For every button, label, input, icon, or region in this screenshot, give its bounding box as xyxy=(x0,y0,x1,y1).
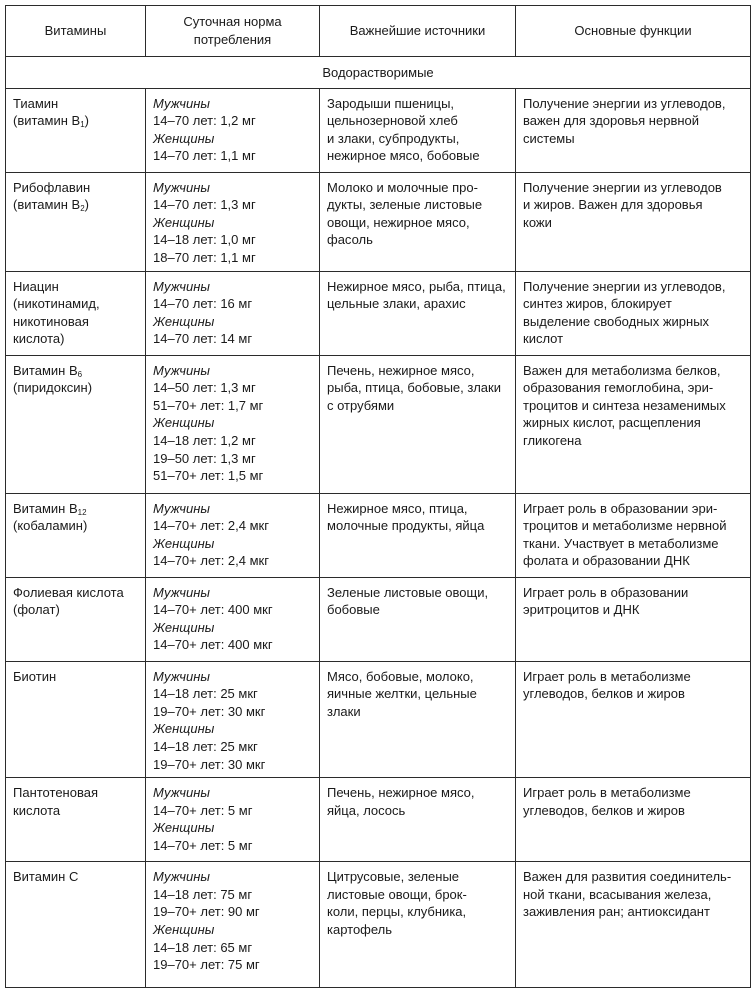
function-line: троцитов и синтеза незаменимых xyxy=(523,397,726,413)
vitamin-name: Ниацин xyxy=(13,278,59,294)
functions-cell xyxy=(516,493,751,577)
function-line: важен для здоровья нервной xyxy=(523,113,700,129)
functions-cell xyxy=(516,355,751,493)
sources-cell xyxy=(320,778,516,862)
function-line: троцитов и метаболизме нервной xyxy=(523,518,727,534)
source-line: Цитрусовые, зеленые xyxy=(327,869,460,885)
norm-value: 19–70+ лет: 90 мг xyxy=(153,904,260,920)
table-row xyxy=(6,661,751,778)
source-line: Зеленые листовые овощи, xyxy=(327,584,489,600)
gender-label: Женщины xyxy=(153,214,215,230)
source-line: Нежирное мясо, птица, xyxy=(327,500,468,516)
norm-value: 19–50 лет: 1,3 мг xyxy=(153,450,256,466)
gender-label: Мужчины xyxy=(153,179,210,195)
norm-value: 14–70 лет: 1,1 мг xyxy=(153,148,256,164)
vitamin-extra: кислота xyxy=(13,802,61,818)
norm-cell xyxy=(146,172,320,271)
vitamins-table xyxy=(5,5,751,988)
source-line: злаки xyxy=(327,703,361,719)
norm-value: 14–18 лет: 75 мг xyxy=(153,886,253,902)
source-line: молочные продукты, яйца xyxy=(327,518,485,534)
vitamin-cell xyxy=(6,493,146,577)
vitamin-name: Витамин C xyxy=(13,869,79,885)
table-row xyxy=(6,172,751,271)
norm-value: 19–70+ лет: 75 мг xyxy=(153,957,260,973)
source-line: и злаки, субпродукты, xyxy=(327,130,460,146)
vitamin-name: Фолиевая кислота xyxy=(13,584,124,600)
group-title: Водорастворимые xyxy=(6,57,751,89)
function-line: кислот xyxy=(523,331,564,347)
gender-label: Женщины xyxy=(153,535,215,551)
norm-value: 14–70+ лет: 5 мг xyxy=(153,837,253,853)
source-line: Печень, нежирное мясо, xyxy=(327,362,475,378)
group-row xyxy=(6,57,751,89)
vitamin-extra: никотиновая xyxy=(13,313,89,329)
vitamin-cell xyxy=(6,661,146,778)
gender-label: Мужчины xyxy=(153,584,210,600)
table-row xyxy=(6,862,751,988)
norm-cell xyxy=(146,88,320,172)
function-line: Получение энергии из углеводов, xyxy=(523,95,726,111)
gender-label: Женщины xyxy=(153,415,215,431)
vitamin-extra: (фолат) xyxy=(13,602,60,618)
source-line: овощи, нежирное мясо, xyxy=(327,214,470,230)
norm-value: 51–70+ лет: 1,5 мг xyxy=(153,468,264,484)
norm-value: 14–18 лет: 25 мкг xyxy=(153,686,258,702)
function-line: Играет роль в метаболизме xyxy=(523,785,691,801)
table-row xyxy=(6,493,751,577)
source-line: цельнозерновой хлеб xyxy=(327,113,458,129)
source-line: яичные желтки, цельные xyxy=(327,686,477,702)
function-line: выделение свободных жирных xyxy=(523,313,710,329)
table-row xyxy=(6,778,751,862)
vitamin-alt-prefix: (витамин B xyxy=(13,197,81,213)
function-line: ткани. Участвует в метаболизме xyxy=(523,535,719,551)
norm-value: 14–70+ лет: 2,4 мкг xyxy=(153,518,269,534)
function-line: системы xyxy=(523,130,575,146)
gender-label: Мужчины xyxy=(153,500,210,516)
vitamin-subscript: 1 xyxy=(80,120,85,130)
function-line: Важен для развития соединитель- xyxy=(523,869,732,885)
vitamin-alt-suffix: ) xyxy=(84,113,89,129)
norm-value: 14–18 лет: 1,2 мг xyxy=(153,432,256,448)
norm-value: 51–70+ лет: 1,7 мг xyxy=(153,397,264,413)
functions-cell xyxy=(516,778,751,862)
gender-label: Мужчины xyxy=(153,362,210,378)
functions-cell xyxy=(516,88,751,172)
function-line: синтез жиров, блокирует xyxy=(523,296,672,312)
function-line: углеводов, белков и жиров xyxy=(523,686,685,702)
vitamin-name: Рибофлавин xyxy=(13,179,91,195)
vitamin-cell xyxy=(6,577,146,661)
function-line: заживления ран; антиоксидант xyxy=(523,904,710,920)
function-line: углеводов, белков и жиров xyxy=(523,802,685,818)
sources-cell xyxy=(320,661,516,778)
norm-cell xyxy=(146,271,320,355)
function-line: эритроцитов и ДНК xyxy=(523,602,640,618)
vitamin-alt-name xyxy=(13,196,139,214)
source-line: коли, перцы, клубника, xyxy=(327,904,467,920)
vitamin-name xyxy=(13,500,139,518)
vitamin-subscript: 2 xyxy=(80,204,85,214)
norm-value: 14–70 лет: 14 мг xyxy=(153,331,253,347)
norm-cell xyxy=(146,862,320,988)
vitamin-alt-prefix: (витамин B xyxy=(13,113,81,129)
source-line: Молоко и молочные про- xyxy=(327,179,478,195)
vitamin-name-prefix: Витамин B xyxy=(13,362,78,378)
function-line: Играет роль в образовании xyxy=(523,584,689,600)
vitamin-cell xyxy=(6,862,146,988)
norm-value: 14–70+ лет: 2,4 мкг xyxy=(153,553,269,569)
source-line: рыба, птица, бобовые, злаки xyxy=(327,380,501,396)
norm-cell xyxy=(146,577,320,661)
vitamin-name: Тиамин xyxy=(13,95,59,111)
source-line: нежирное мясо, бобовые xyxy=(327,148,480,164)
gender-label: Мужчины xyxy=(153,278,210,294)
gender-label: Мужчины xyxy=(153,668,210,684)
gender-label: Женщины xyxy=(153,313,215,329)
functions-cell xyxy=(516,577,751,661)
function-line: ной ткани, всасывания железа, xyxy=(523,886,712,902)
norm-value: 19–70+ лет: 30 мкг xyxy=(153,703,266,719)
norm-value: 18–70 лет: 1,1 мг xyxy=(153,249,256,265)
sources-cell xyxy=(320,355,516,493)
vitamin-subscript: 6 xyxy=(77,369,83,379)
norm-cell xyxy=(146,661,320,778)
functions-cell xyxy=(516,271,751,355)
vitamin-extra: (пиридоксин) xyxy=(13,380,93,396)
source-line: с отрубями xyxy=(327,397,395,413)
vitamin-name-prefix: Витамин B xyxy=(13,500,78,516)
vitamin-cell xyxy=(6,355,146,493)
source-line: бобовые xyxy=(327,602,380,618)
source-line: цельные злаки, арахис xyxy=(327,296,466,312)
sources-cell xyxy=(320,88,516,172)
norm-value: 14–18 лет: 1,0 мг xyxy=(153,232,256,248)
sources-cell xyxy=(320,172,516,271)
vitamin-subscript: 12 xyxy=(77,507,87,517)
norm-value: 19–70+ лет: 30 мкг xyxy=(153,756,266,772)
gender-label: Мужчины xyxy=(153,95,210,111)
function-line: Играет роль в образовании эри- xyxy=(523,500,718,516)
norm-value: 14–70+ лет: 400 мкг xyxy=(153,637,273,653)
norm-cell xyxy=(146,493,320,577)
source-line: листовые овощи, брок- xyxy=(327,886,467,902)
vitamin-extra: (никотинамид, xyxy=(13,296,100,312)
vitamin-cell xyxy=(6,172,146,271)
source-line: Зародыши пшеницы, xyxy=(327,95,455,111)
source-line: фасоль xyxy=(327,232,373,248)
source-line: дукты, зеленые листовые xyxy=(327,197,483,213)
gender-label: Мужчины xyxy=(153,869,210,885)
sources-cell xyxy=(320,271,516,355)
source-line: картофель xyxy=(327,921,393,937)
table-row xyxy=(6,355,751,493)
sources-cell xyxy=(320,577,516,661)
header-daily-norm: Суточная норма потребления xyxy=(146,6,320,57)
norm-value: 14–70+ лет: 5 мг xyxy=(153,802,253,818)
source-line: Нежирное мясо, рыба, птица, xyxy=(327,278,506,294)
function-line: Играет роль в метаболизме xyxy=(523,668,691,684)
norm-cell xyxy=(146,355,320,493)
vitamin-extra: (кобаламин) xyxy=(13,518,88,534)
table-row xyxy=(6,577,751,661)
gender-label: Женщины xyxy=(153,130,215,146)
gender-label: Женщины xyxy=(153,721,215,737)
source-line: Мясо, бобовые, молоко, xyxy=(327,668,474,684)
norm-value: 14–18 лет: 25 мкг xyxy=(153,738,258,754)
header-sources: Важнейшие источники xyxy=(320,6,516,57)
table-row xyxy=(6,271,751,355)
function-line: и жиров. Важен для здоровья xyxy=(523,197,703,213)
source-line: Печень, нежирное мясо, xyxy=(327,785,475,801)
function-line: Важен для метаболизма белков, xyxy=(523,362,721,378)
norm-value: 14–18 лет: 65 мг xyxy=(153,939,253,955)
norm-value: 14–70+ лет: 400 мкг xyxy=(153,602,273,618)
sources-cell xyxy=(320,862,516,988)
norm-cell xyxy=(146,778,320,862)
vitamin-name xyxy=(13,362,139,380)
vitamin-extra: кислота) xyxy=(13,331,65,347)
header-vitamins: Витамины xyxy=(6,6,146,57)
table-row xyxy=(6,88,751,172)
function-line: Получение энергии из углеводов xyxy=(523,179,722,195)
functions-cell xyxy=(516,862,751,988)
vitamin-name: Биотин xyxy=(13,668,57,684)
function-line: образования гемоглобина, эри- xyxy=(523,380,714,396)
sources-cell xyxy=(320,493,516,577)
norm-value: 14–70 лет: 16 мг xyxy=(153,296,253,312)
norm-value: 14–50 лет: 1,3 мг xyxy=(153,380,256,396)
function-line: фолата и образовании ДНК xyxy=(523,553,690,569)
function-line: Получение энергии из углеводов, xyxy=(523,278,726,294)
functions-cell xyxy=(516,661,751,778)
function-line: гликогена xyxy=(523,432,582,448)
header-functions: Основные функции xyxy=(516,6,751,57)
vitamin-name: Пантотеновая xyxy=(13,785,98,801)
header-row xyxy=(6,6,751,57)
vitamin-cell xyxy=(6,271,146,355)
gender-label: Женщины xyxy=(153,619,215,635)
norm-value: 14–70 лет: 1,3 мг xyxy=(153,197,256,213)
vitamin-cell xyxy=(6,778,146,862)
function-line: жирных кислот, расщепления xyxy=(523,415,701,431)
functions-cell xyxy=(516,172,751,271)
vitamin-alt-name xyxy=(13,112,139,130)
vitamin-cell xyxy=(6,88,146,172)
function-line: кожи xyxy=(523,214,552,230)
vitamin-alt-suffix: ) xyxy=(84,197,89,213)
norm-value: 14–70 лет: 1,2 мг xyxy=(153,113,256,129)
gender-label: Женщины xyxy=(153,820,215,836)
gender-label: Женщины xyxy=(153,921,215,937)
gender-label: Мужчины xyxy=(153,785,210,801)
source-line: яйца, лосось xyxy=(327,802,406,818)
